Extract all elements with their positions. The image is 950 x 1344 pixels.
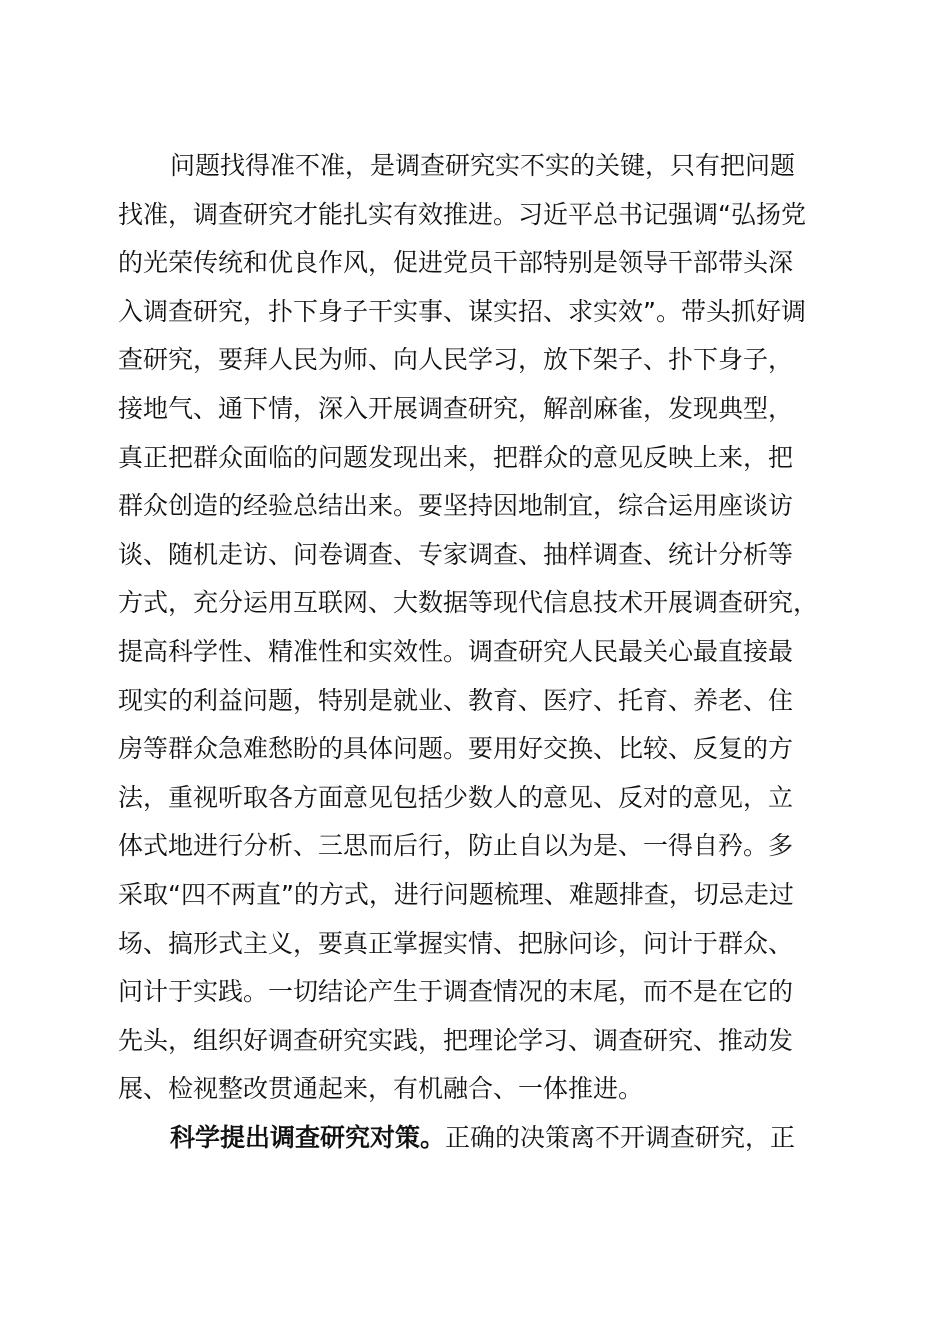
text-line-12: 现实的利益问题，特别是就业、教育、医疗、托育、养老、住 [118, 685, 794, 715]
section-text: 正确的决策离不开调查研究，正 [445, 1122, 796, 1152]
text-line-6: 接地气、通下情，深入开展调查研究，解剖麻雀，发现典型， [118, 393, 794, 423]
text-line-20: 展、检视整改贯通起来，有机融合、一体推进。 [118, 1074, 644, 1104]
text-line-5: 查研究，要拜人民为师、向人民学习，放下架子、扑下身子， [118, 345, 794, 375]
text-line-14: 法，重视听取各方面意见包括少数人的意见、反对的意见，立 [118, 782, 794, 812]
text-line-19: 先头，组织好调查研究实践，把理论学习、调查研究、推动发 [118, 1025, 794, 1055]
text-line-17: 场、搞形式主义，要真正掌握实情、把脉问诊，问计于群众、 [118, 928, 794, 958]
text-line-9: 谈、随机走访、问卷调查、专家调查、抽样调查、统计分析等 [118, 539, 794, 569]
text-line-18: 问计于实践。一切结论产生于调查情况的末尾，而不是在它的 [118, 977, 794, 1007]
text-line-21 [118, 1114, 858, 1163]
text-line-13: 房等群众急难愁盼的具体问题。要用好交换、比较、反复的方 [118, 734, 794, 764]
text-line-1: 问题找得准不准，是调查研究实不实的关键，只有把问题 [170, 151, 796, 180]
text-line-7: 真正把群众面临的问题发现出来，把群众的意见反映上来，把 [118, 442, 794, 472]
text-line-15: 体式地进行分析、三思而后行，防止自以为是、一得自矜。多 [118, 831, 794, 861]
text-line-8: 群众创造的经验总结出来。要坚持因地制宜，综合运用座谈访 [118, 491, 794, 521]
body-text [118, 142, 858, 1162]
section-heading: 科学提出调查研究对策。 [170, 1122, 446, 1152]
text-line-4: 入调查研究，扑下身子干实事、谋实招、求实效”。带头抓好调 [118, 296, 806, 326]
text-line-16: 采取“四不两直”的方式，进行问题梳理、难题排查，切忌走过 [118, 879, 794, 909]
text-line-11: 提高科学性、精准性和实效性。调查研究人民最关心最直接最 [118, 636, 794, 666]
text-line-10: 方式，充分运用互联网、大数据等现代信息技术开展调查研究， [118, 588, 819, 618]
text-line-3: 的光荣传统和优良作风，促进党员干部特别是领导干部带头深 [118, 248, 794, 278]
text-line-2: 找准，调查研究才能扎实有效推进。习近平总书记强调“弘扬党 [118, 199, 806, 229]
